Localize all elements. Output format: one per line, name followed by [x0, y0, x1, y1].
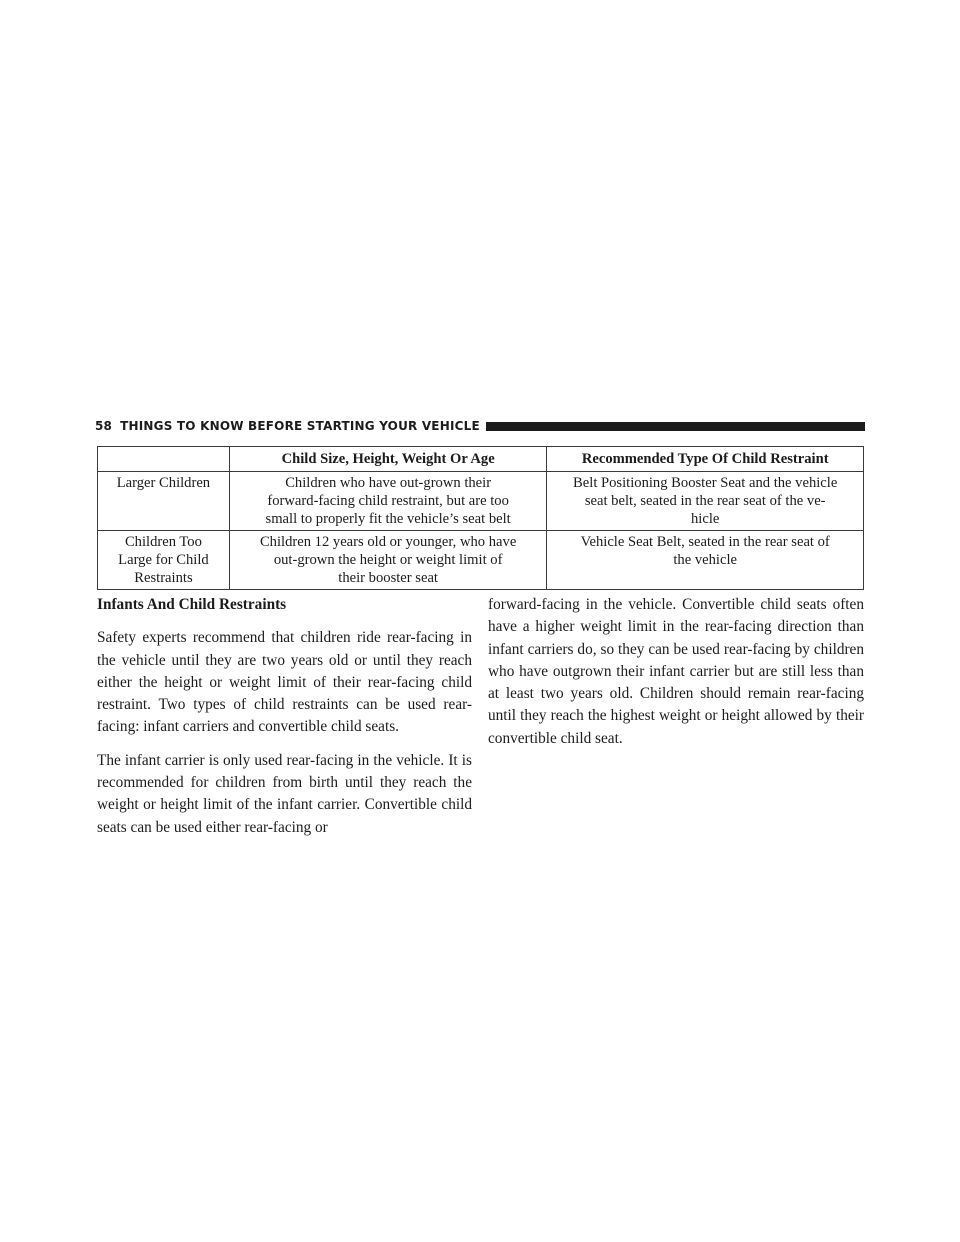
row-restraint: Belt Positioning Booster Seat and the vehicle seat belt, seated in the rear seat of the ve- hicle [547, 472, 864, 531]
row-size: Children who have out-grown their forward-facing child restraint, but are too small to properly fit the vehicle’s seat belt [229, 472, 547, 531]
paragraph-continued: forward-facing in the vehicle. Convertible child seats often have a higher weight limit in the rear-facing direction than infant carriers do, so they can be used rear-facing by children who have outgrown their infant carrier but are still less than at least two years old. Children should remain rear-facing until they reach the highest weight or height allowed by their convertible child seat. [488, 596, 864, 747]
text-column-right [488, 594, 864, 761]
table-header-row [98, 447, 864, 472]
section-heading: Infants And Child Restraints [97, 596, 287, 613]
row-size: Children 12 years old or younger, who have out-grown the height or weight limit of their booster seat [229, 531, 547, 590]
row-category: Larger Children [98, 472, 230, 531]
table-row [98, 472, 864, 531]
row-category: Children Too Large for Child Restraints [98, 531, 230, 590]
text-column-left [97, 594, 472, 850]
column-header-size: Child Size, Height, Weight Or Age [229, 447, 547, 472]
row-restraint: Vehicle Seat Belt, seated in the rear seat of the vehicle [547, 531, 864, 590]
section-title: THINGS TO KNOW BEFORE STARTING YOUR VEHICLE [120, 419, 480, 433]
page-header [95, 415, 865, 437]
paragraph: Safety experts recommend that children ride rear-facing in the vehicle until they are two years old or until they reach either the height or weight limit of their rear-facing child restraint. Two types of child restraints can be used rear-facing: infant carriers and convertible child seats. [97, 629, 472, 736]
column-header-restraint: Recommended Type Of Child Restraint [547, 447, 864, 472]
page-number: 58 [95, 419, 113, 433]
header-rule [486, 422, 865, 431]
child-restraint-table [97, 446, 864, 590]
paragraph: The infant carrier is only used rear-facing in the vehicle. It is recommended for children from birth until they reach the weight or height limit of the infant carrier. Convertible child seats can be used either rear-facing or [97, 751, 472, 836]
column-header-category [98, 447, 230, 472]
table-row [98, 531, 864, 590]
